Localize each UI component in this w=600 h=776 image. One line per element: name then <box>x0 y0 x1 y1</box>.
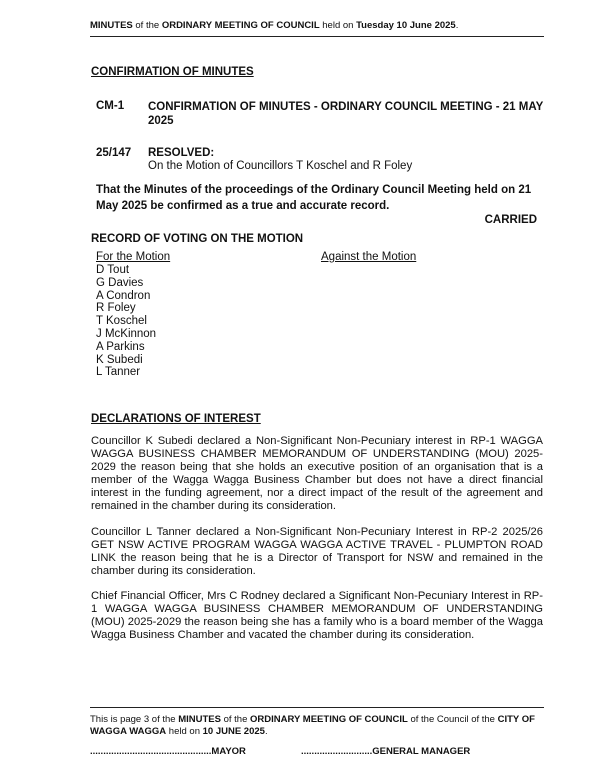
vote-member: T Koschel <box>96 315 147 328</box>
declarations-section-title: DECLARATIONS OF INTEREST <box>91 413 261 425</box>
resolved-label: RESOLVED: <box>148 147 215 159</box>
footer-text-5: . <box>264 726 268 737</box>
footer-council-name: CITY OF WAGGA WAGGA <box>90 714 535 737</box>
vote-member: J McKinnon <box>96 327 157 340</box>
voting-heading: RECORD OF VOTING ON THE MOTION <box>91 233 304 245</box>
vote-member: A Parkins <box>96 340 145 353</box>
resolution-text: That the Minutes of the proceedings of the Ordinary Council Meeting held on 21 May 2025 be confirmed as a true and accurate record. <box>96 184 532 212</box>
footer-text-1: This is page 3 of the <box>90 714 179 725</box>
header-text-2: held on <box>319 20 357 31</box>
declaration-paragraph: Councillor L Tanner declared a Non-Significant Non-Pecuniary Interest in RP-2 2025/26 GET NSW ACTIVE PROGRAM WAGGA WAGGA ACTIVE TRAVEL - PLUMPTON ROAD LINK the reason being that he is a Director of Transport for NSW and remained in the chamber during its consideration. <box>91 526 543 577</box>
page-footer <box>90 714 550 738</box>
vote-member: D Tout <box>96 264 130 276</box>
declaration-paragraph: Chief Financial Officer, Mrs C Rodney declared a Significant Non-Pecuniary Interest in RP-1 WAGGA WAGGA BUSINESS CHAMBER MEMORANDUM OF UNDERSTANDING (MOU) 2025-2029 the reason being she has a family who is a board member of the Wagga Wagga Business Chamber and vacated the chamber during its consideration. <box>91 590 543 641</box>
against-motion-heading: Against the Motion <box>321 251 417 263</box>
general-manager-signature-line: ...........................GENERAL MANAGER <box>301 746 471 757</box>
footer-divider <box>90 707 544 708</box>
for-motion-heading: For the Motion <box>96 251 171 263</box>
header-divider <box>90 36 544 37</box>
item-code: CM-1 <box>96 100 125 112</box>
item-title: CONFIRMATION OF MINUTES - ORDINARY COUNCIL MEETING - 21 MAY 2025 <box>148 101 544 127</box>
for-motion-list <box>96 264 156 379</box>
resolution-outcome: CARRIED <box>484 214 537 226</box>
header-text-3: . <box>455 20 459 31</box>
footer-text-2: of the <box>220 714 251 725</box>
header-minutes: MINUTES <box>90 20 133 31</box>
footer-text-4: held on <box>166 726 203 737</box>
vote-member: G Davies <box>96 276 144 289</box>
footer-meeting-type: ORDINARY MEETING OF COUNCIL <box>250 714 408 725</box>
vote-member: L Tanner <box>96 366 141 379</box>
page-header <box>90 20 458 31</box>
footer-text-3: of the Council of the <box>407 714 498 725</box>
footer-minutes: MINUTES <box>178 714 221 725</box>
header-meeting-date: Tuesday 10 June 2025 <box>356 20 456 31</box>
vote-member: R Foley <box>96 302 136 315</box>
vote-member: A Condron <box>96 289 151 302</box>
motion-text: On the Motion of Councillors T Koschel and R Foley <box>148 160 413 172</box>
resolution-number: 25/147 <box>96 147 132 159</box>
header-meeting-type: ORDINARY MEETING OF COUNCIL <box>161 20 320 31</box>
header-text-1: of the <box>132 20 162 31</box>
declaration-paragraph: Councillor K Subedi declared a Non-Significant Non-Pecuniary interest in RP-1 WAGGA WAGGA BUSINESS CHAMBER MEMORANDUM OF UNDERSTANDING (MOU) 2025-2029 the reason being that she holds an executive position of an organisation that is a member of the Wagga Wagga Business Chamber but does not have a direct financial interest in the funding agreement, nor a direct impact of the result of the agreement and remained in the chamber during its consideration. <box>91 435 543 512</box>
footer-meeting-date: 10 JUNE 2025 <box>202 726 265 737</box>
confirmation-section-title: CONFIRMATION OF MINUTES <box>91 66 254 78</box>
mayor-signature-line: ..............................................MAYOR <box>90 746 246 757</box>
vote-member: K Subedi <box>96 353 143 366</box>
